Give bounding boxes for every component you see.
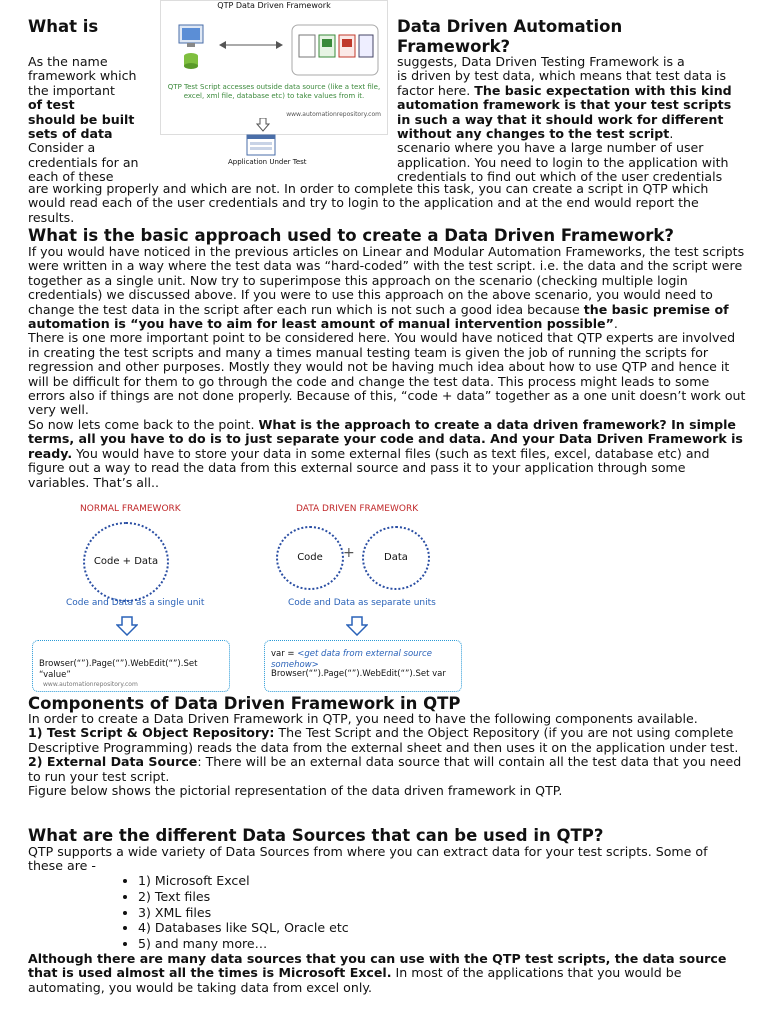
intro-right-line: automation framework is that your test scripts [397, 97, 732, 113]
code-data-circle [83, 522, 169, 602]
intro-left-line: of test [28, 97, 75, 113]
normal-code-box [32, 640, 230, 692]
down-arrow-icon [346, 616, 368, 636]
dd-var-line [271, 649, 461, 671]
intro-right-line: scenario where you have a large number of user [397, 140, 704, 156]
dd-code-box [264, 640, 462, 692]
single-unit-caption: Code and Data as a single unit [66, 598, 205, 608]
intro-left-line: framework which [28, 68, 137, 84]
section3-closing-text: In most of the applications that you would be automating, you would be taking data from excel only. [28, 965, 682, 995]
list-item: • 5) and many more… [138, 936, 349, 952]
section1-p3-a: So now lets come back to the point. [28, 416, 259, 432]
section2-item2: : There will be an external data source that will contain all the test data that you need to run your test script. [28, 754, 742, 784]
intro-bold-text: The basic expectation with this kind [474, 82, 732, 98]
intro-left-column [28, 55, 158, 185]
section2-item1-bold: 1) Test Script & Object Repository: [28, 725, 275, 741]
figure-url: www.automationrepository.com [286, 111, 381, 118]
application-window-icon [246, 134, 276, 156]
intro-full-line: would read each of the user credentials and try to login to the application and at the end would report the [28, 195, 699, 211]
data-sources-list [98, 873, 349, 952]
separate-units-caption: Code and Data as separate units [288, 598, 436, 608]
figure-caption: QTP Test Script accesses outside data source (like a text file, excel, xml file, database etc) to take values from it. [167, 83, 381, 100]
dd-var-comment: <get data from external source somehow> [271, 649, 432, 670]
intro-right-line: in such a way that it should work for different [397, 111, 724, 127]
section1-p3-bold: What is the approach to create a data driven framework? In simple terms, all you have to do is to just separate your code and data. And your Data Driven Framework is ready. [28, 416, 743, 461]
section2-heading: Components of Data Driven Framework in QTP [28, 694, 461, 713]
intro-full-line: are working properly and which are not. In order to complete this task, you can create a script in QTP which [28, 181, 709, 196]
intro-right-line: credentials to find out which of the user credentials [397, 169, 723, 185]
code-label: Code [297, 551, 323, 563]
section1-p3-b: You would have to store your data in some external files (such as text files, excel, database etc) and figure out a way to read the data from this external source and pass it to your application through some variables. That’s all.. [28, 445, 710, 490]
plus-icon: + [343, 545, 355, 561]
intro-full-line: results. [28, 209, 75, 225]
list-item: • 1) Microsoft Excel [138, 873, 349, 889]
section1-p1-bold: the basic premise of automation is “you have to aim for least amount of manual intervention possible” [28, 301, 729, 332]
intro-left-line: should be built [28, 111, 135, 127]
aut-label: Application Under Test [228, 158, 307, 166]
section2-item1: The Test Script and the Object Repository (if you are not using complete Descriptive Programming) reads the data from the external sheet and then uses it on the application under test. [28, 725, 739, 755]
dd-var-label: var = [271, 649, 298, 659]
section1-heading: What is the basic approach used to create a Data Driven Framework? [28, 226, 674, 245]
intro-left-line: sets of data [28, 126, 113, 142]
section2-figure-note: Figure below shows the pictorial representation of the data driven framework in QTP. [28, 783, 563, 799]
qtp-framework-figure [160, 0, 388, 135]
intro-right-line: without any changes to the test script [397, 126, 670, 142]
data-files-icon [291, 21, 379, 79]
section2-intro: In order to create a Data Driven Framework in QTP, you need to have the following components available. [28, 711, 698, 726]
normal-framework-title: NORMAL FRAMEWORK [80, 504, 181, 514]
computer-icon [175, 23, 207, 73]
intro-left-line: As the name [28, 54, 108, 69]
intro-left-line: the important [28, 82, 115, 98]
intro-right-column [397, 55, 742, 185]
section2-item2-bold: 2) External Data Source [28, 754, 198, 770]
diagram-url: www.automationrepository.com [43, 681, 138, 688]
normal-code-line: Browser(“”).Page(“”).WebEdit(“”).Set “value” [39, 659, 198, 680]
intro-left-line: credentials for an [28, 154, 139, 170]
code-data-label: Code + Data [93, 555, 159, 567]
down-arrow-icon [256, 118, 270, 132]
section1-body [28, 245, 746, 490]
list-item: • 2) Text files [138, 889, 349, 905]
section3-heading: What are the different Data Sources that can be used in QTP? [28, 826, 604, 845]
intro-right-line: suggests, Data Driven Testing Framework is a [397, 54, 685, 69]
section3-intro: QTP supports a wide variety of Data Sources from where you can extract data for your test scripts. Some of these are - [28, 844, 708, 874]
list-item: • 3) XML files [138, 905, 349, 921]
intro-right-line: application. You need to login to the application with [397, 154, 729, 170]
code-circle [276, 526, 344, 590]
section3-closing [28, 952, 744, 995]
section1-p1-end: . [613, 316, 618, 332]
page-title-right-2: Framework? [397, 37, 511, 56]
dd-code-line: Browser(“”).Page(“”).WebEdit(“”).Set var [271, 669, 446, 679]
intro-left-line: Consider a [28, 140, 96, 156]
intro-period: . [669, 126, 674, 142]
section2-body [28, 712, 744, 798]
intro-right-line: factor here. [397, 82, 475, 98]
intro-right-line: is driven by test data, which means that test data is [397, 68, 727, 84]
intro-left-line: each of these [28, 169, 114, 185]
section1-p1: If you would have noticed in the previous articles on Linear and Modular Automation Frameworks, the test scripts were written in a way where the test data was “hard-coded” with the test script. i.e. the data and the script were together as a single unit. Now try to superimpose this approach on the scenario (checking multiple login credentials) we discussed above. If you were to use this approach on the above scenario, you would need to change the test data in the script after each run which is not such a good idea because [28, 244, 745, 317]
framework-comparison-diagram [28, 502, 498, 694]
data-label: Data [384, 551, 408, 563]
intro-full-lines [28, 182, 743, 225]
section1-p2: There is one more important point to be considered here. You would have noticed that QTP experts are involved in creating the test scripts and many a times manual testing team is given the job of running the scripts for regression and other purposes. Mostly they would not be having much idea about how to use QTP and hence it will be difficult for them to go through the code and change the test data. This process might leads to some errors also if things are not done properly. Because of this, “code + data” together as a one unit doesn’t work out very well. [28, 330, 746, 418]
dd-framework-title: DATA DRIVEN FRAMEWORK [296, 504, 419, 514]
list-item: • 4) Databases like SQL, Oracle etc [138, 920, 349, 936]
page-title-right-1: Data Driven Automation [397, 17, 623, 36]
double-arrow-icon [219, 39, 283, 51]
data-circle [362, 526, 430, 590]
down-arrow-icon [116, 616, 138, 636]
section3-closing-bold: Although there are many data sources that you can use with the QTP test scripts, the data source that is used almost all the times is Microsoft Excel. [28, 951, 727, 981]
page-title-left: What is [28, 17, 99, 36]
figure-title: QTP Data Driven Framework [217, 1, 331, 10]
